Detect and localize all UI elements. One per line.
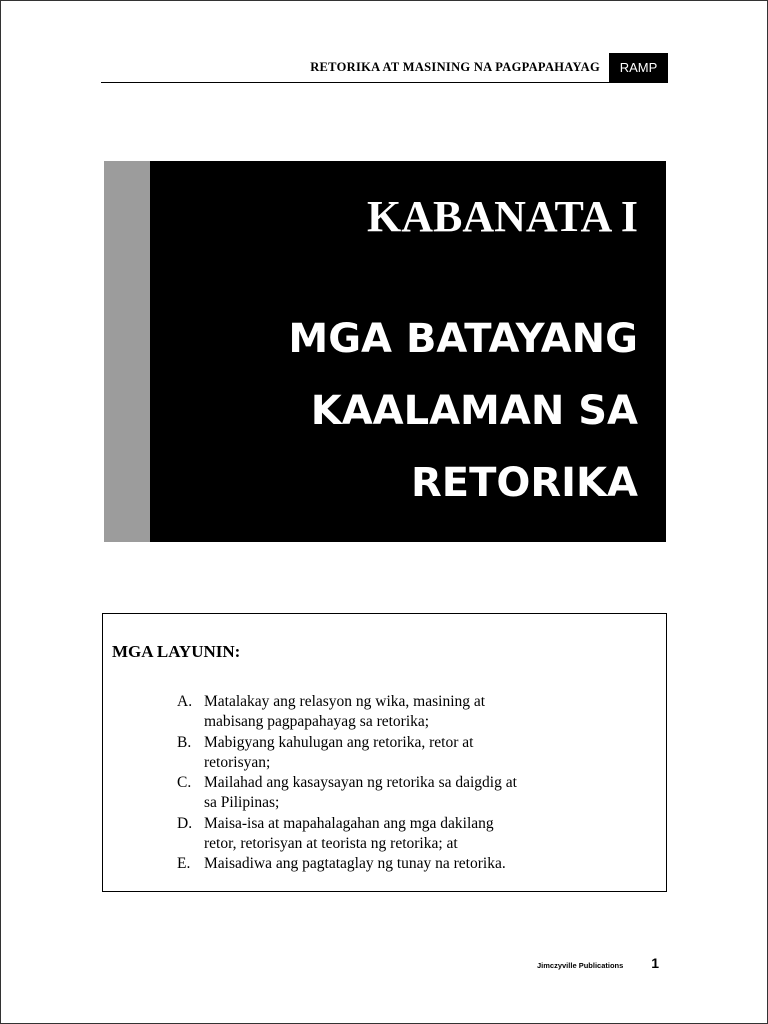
objective-item bbox=[177, 733, 647, 774]
chapter-side-bar bbox=[104, 161, 150, 542]
header-title: RETORIKA AT MASINING NA PAGPAPAHAYAG bbox=[310, 60, 600, 74]
objective-line: mabisang pagpapahayag sa retorika; bbox=[204, 713, 430, 731]
chapter-title bbox=[158, 303, 638, 519]
objective-line: retorisyan; bbox=[204, 753, 271, 771]
objective-letter: A. bbox=[177, 693, 193, 710]
footer-publisher: Jimczyville Publications bbox=[537, 961, 624, 970]
objective-line: sa Pilipinas; bbox=[204, 794, 280, 812]
page-number: 1 bbox=[651, 955, 659, 971]
objective-letter: C. bbox=[177, 774, 192, 792]
objective-line: retor, retorisyan at teorista ng retorika; at bbox=[204, 835, 458, 853]
objective-item bbox=[177, 854, 647, 874]
objective-item bbox=[177, 814, 647, 855]
objectives-box bbox=[102, 613, 667, 892]
objective-line: Mailahad ang kasaysayan ng retorika sa daigdig at bbox=[204, 774, 517, 792]
objectives-list bbox=[177, 692, 647, 875]
objective-letter: D. bbox=[177, 814, 193, 832]
page-header bbox=[101, 53, 668, 83]
objective-line: Maisa-isa at mapahalagahan ang mga dakilang bbox=[204, 814, 494, 832]
chapter-title-line: KAALAMAN SA bbox=[310, 388, 638, 434]
chapter-title-line: RETORIKA bbox=[410, 460, 638, 506]
objective-text bbox=[204, 773, 647, 814]
header-tag: RAMP bbox=[609, 53, 668, 82]
objective-text bbox=[204, 692, 647, 733]
objective-line: Mabigyang kahulugan ang retorika, retor at bbox=[204, 733, 474, 751]
chapter-number: KABANATA I bbox=[367, 192, 638, 241]
objective-letter: E. bbox=[177, 855, 191, 873]
objectives-heading: MGA LAYUNIN: bbox=[112, 642, 241, 661]
objective-item bbox=[177, 692, 647, 733]
objective-text bbox=[204, 854, 647, 874]
objective-text bbox=[204, 733, 647, 774]
chapter-title-line: MGA BATAYANG bbox=[288, 316, 638, 362]
objective-item bbox=[177, 773, 647, 814]
objective-line: Matalakay ang relasyon ng wika, masining at bbox=[204, 693, 486, 710]
chapter-banner bbox=[104, 161, 666, 542]
objective-text bbox=[204, 814, 647, 855]
objective-line: Maisadiwa ang pagtataglay ng tunay na retorika. bbox=[204, 855, 506, 873]
page-footer bbox=[537, 955, 663, 975]
objective-letter: B. bbox=[177, 733, 192, 751]
